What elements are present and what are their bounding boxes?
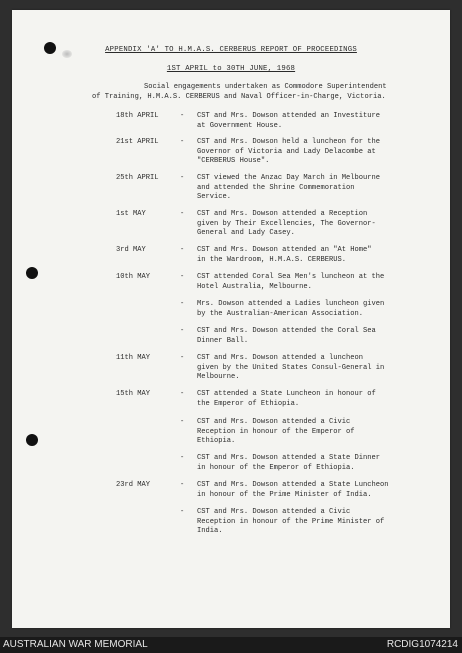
description-line: Mrs. Dowson attended a Ladies luncheon given — [197, 300, 385, 308]
description-line: in honour of the Prime Minister of India. — [197, 490, 372, 499]
description-line: CST and Mrs. Dowson attended a luncheon — [197, 354, 364, 362]
entry-dash: - — [180, 390, 185, 398]
description-line: CST and Mrs. Dowson attended an Investiture — [197, 112, 381, 120]
description-line: CST and Mrs. Dowson attended a Civic — [197, 418, 351, 426]
description-line: given by the United States Consul-General in — [197, 363, 385, 372]
archive-name: AUSTRALIAN WAR MEMORIAL — [3, 639, 148, 650]
description-line: CST attended a State Luncheon in honour of — [197, 390, 376, 398]
document-page — [12, 10, 450, 628]
engagement-description — [197, 210, 417, 239]
entry-dash: - — [180, 454, 185, 462]
archive-reference: RCDIG1074214 — [386, 639, 458, 650]
entry-dash: - — [180, 354, 185, 362]
description-line: Melbourne. — [197, 373, 240, 382]
entry-dash: - — [180, 300, 185, 308]
engagement-description — [197, 246, 417, 265]
document-subtitle: 1ST APRIL to 30TH JUNE, 1968 — [166, 65, 296, 73]
description-line: CST and Mrs. Dowson attended a Reception — [197, 210, 368, 218]
engagement-date: 1st MAY — [116, 210, 146, 218]
description-line: Ethiopia. — [197, 437, 236, 446]
entry-dash: - — [180, 138, 185, 146]
intro-line: Social engagements undertaken as Commodore Superintendent — [144, 83, 387, 91]
entry-dash: - — [180, 210, 185, 218]
engagement-description — [197, 300, 417, 319]
description-line: CST viewed the Anzac Day March in Melbourne — [197, 174, 381, 182]
entry-dash: - — [180, 508, 185, 516]
description-line: Hotel Australia, Melbourne. — [197, 282, 312, 291]
engagement-description — [197, 112, 417, 131]
description-line: CST and Mrs. Dowson attended the Coral Sea — [197, 327, 376, 335]
engagement-date: 21st APRIL — [116, 138, 159, 146]
archive-footer — [0, 637, 462, 653]
entry-dash: - — [180, 418, 185, 426]
description-line: India. — [197, 527, 223, 536]
engagement-date: 15th MAY — [116, 390, 151, 398]
description-line: Reception in honour of the Prime Minister of — [197, 517, 385, 526]
description-line: Governor of Victoria and Lady Delacombe at — [197, 147, 376, 156]
engagement-description — [197, 454, 417, 473]
engagement-description — [197, 138, 417, 167]
description-line: CST and Mrs. Dowson held a luncheon for the — [197, 138, 381, 146]
description-line: by the Australian-American Association. — [197, 309, 364, 318]
engagement-date: 11th MAY — [116, 354, 151, 362]
description-line: CST and Mrs. Dowson attended a State Luncheon — [197, 481, 389, 489]
description-line: the Emperor of Ethiopia. — [197, 399, 300, 408]
description-line: General and Lady Casey. — [197, 229, 295, 238]
description-line: in honour of the Emperor of Ethiopia. — [197, 463, 355, 472]
description-line: given by Their Excellencies, The Governor- — [197, 219, 376, 228]
document-title: APPENDIX 'A' TO H.M.A.S. CERBERUS REPORT OF PROCEEDINGS — [105, 46, 357, 54]
entry-dash: - — [180, 174, 185, 182]
engagement-description — [197, 508, 417, 537]
description-line: "CERBERUS House". — [197, 157, 270, 166]
engagement-description — [197, 327, 417, 346]
description-line: CST and Mrs. Dowson attended a Civic — [197, 508, 351, 516]
engagement-description — [197, 481, 417, 500]
entry-dash: - — [180, 273, 185, 281]
engagement-description — [197, 390, 417, 409]
engagement-date: 18th APRIL — [116, 112, 159, 120]
description-line: Service. — [197, 193, 232, 202]
engagement-description — [197, 418, 417, 447]
intro-line: of Training, H.M.A.S. CERBERUS and Naval Officer-in-Charge, Victoria. — [92, 92, 386, 101]
description-line: CST attended Coral Sea Men's luncheon at the — [197, 273, 385, 281]
description-line: and attended the Shrine Commemoration — [197, 183, 355, 192]
engagement-date: 25th APRIL — [116, 174, 159, 182]
entry-dash: - — [180, 112, 185, 120]
description-line: at Government House. — [197, 121, 283, 130]
engagement-date: 23rd MAY — [116, 481, 151, 489]
entry-dash: - — [180, 246, 185, 254]
engagement-description — [197, 273, 417, 292]
engagement-list — [12, 10, 450, 628]
description-line: Dinner Ball. — [197, 336, 249, 345]
description-line: in the Wardroom, H.M.A.S. CERBERUS. — [197, 255, 346, 264]
engagement-description — [197, 354, 417, 383]
description-line: Reception in honour of the Emperor of — [197, 427, 355, 436]
entry-dash: - — [180, 327, 185, 335]
description-line: CST and Mrs. Dowson attended a State Dinner — [197, 454, 381, 462]
engagement-description — [197, 174, 417, 203]
engagement-date: 3rd MAY — [116, 246, 146, 254]
description-line: CST and Mrs. Dowson attended an "At Home" — [197, 246, 372, 254]
entry-dash: - — [180, 481, 185, 489]
engagement-date: 10th MAY — [116, 273, 151, 281]
